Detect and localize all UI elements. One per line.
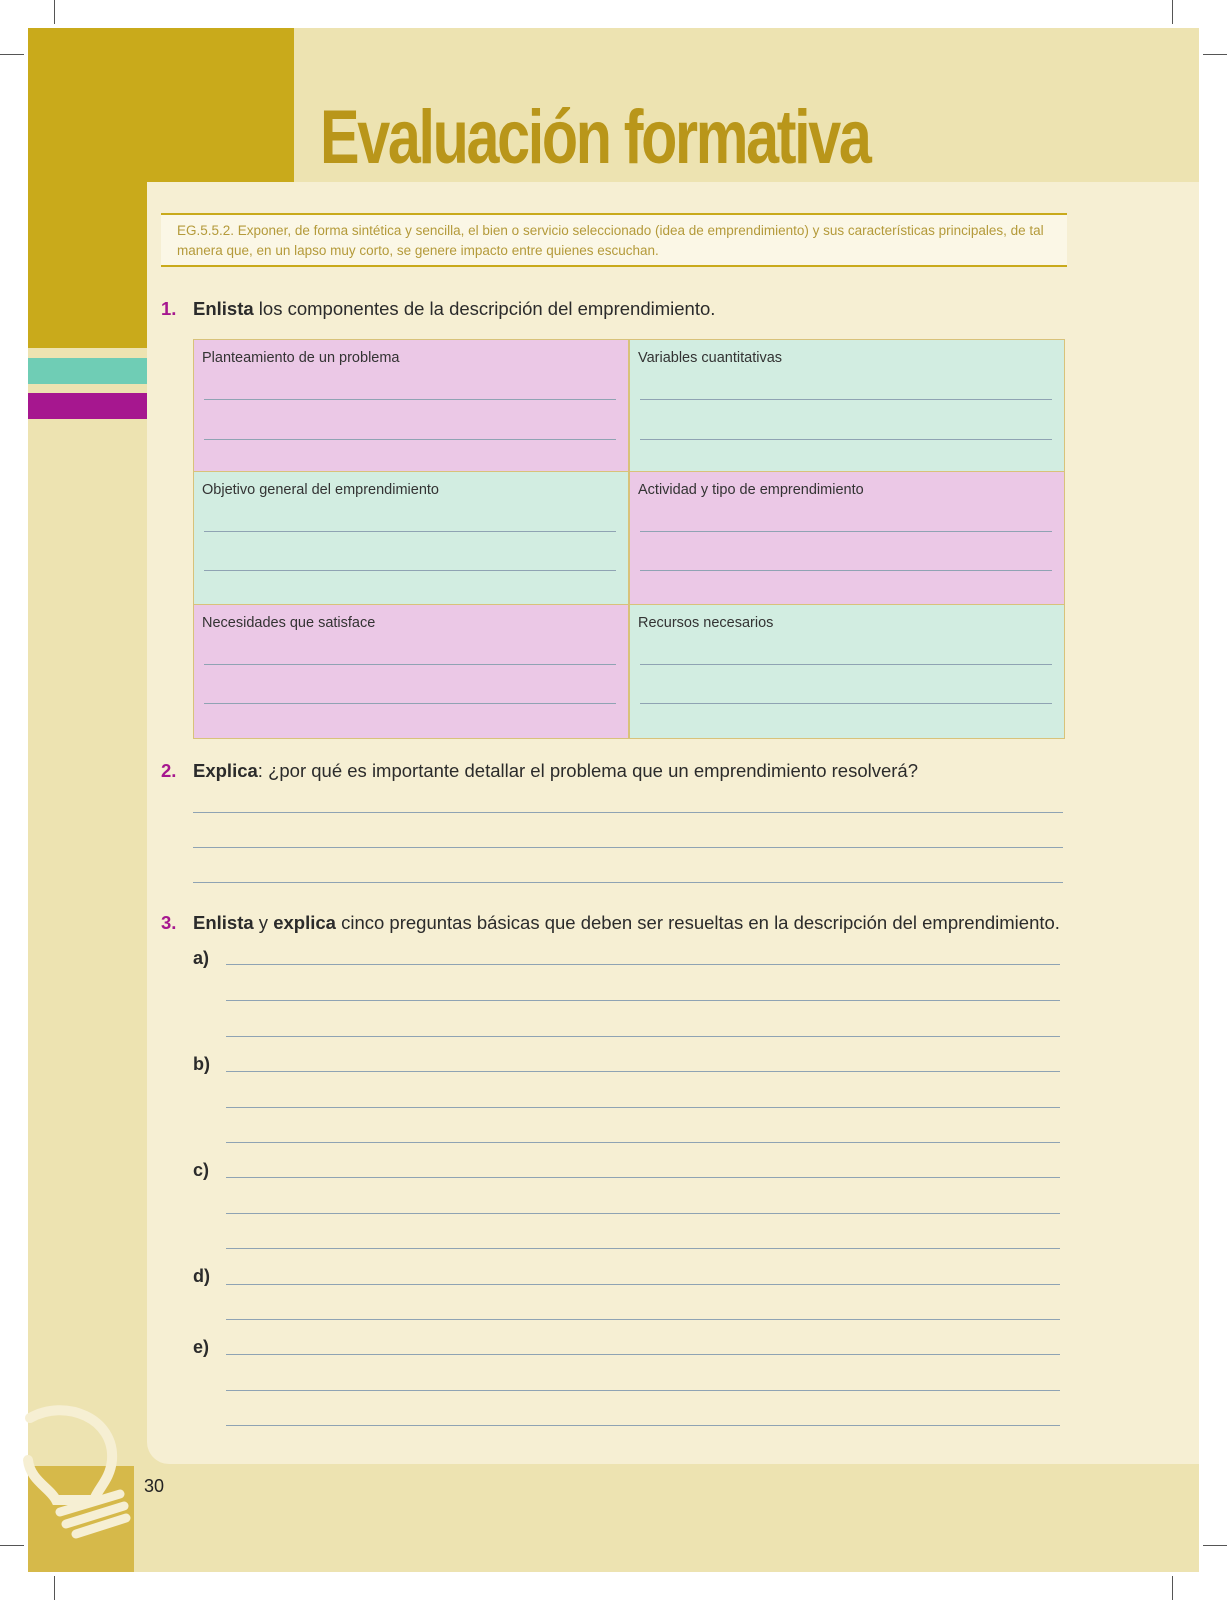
answer-line bbox=[204, 664, 616, 665]
question-body: los componentes de la descripción del emprendimiento. bbox=[253, 298, 716, 319]
answer-label-d: d) bbox=[193, 1266, 210, 1286]
cell-label: Recursos necesarios bbox=[638, 615, 774, 631]
answer-line[interactable] bbox=[226, 1107, 1060, 1108]
learning-objective: EG.5.5.2. Exponer, de forma sintética y sencilla, el bien o servicio seleccionado (idea de emprendimiento) y sus características principales, de tal manera que, en un lapso muy corto, se genere impacto entre quienes escuchan. bbox=[161, 213, 1067, 267]
answer-line[interactable] bbox=[226, 964, 1060, 965]
answer-line[interactable] bbox=[226, 1354, 1060, 1355]
cell-label: Actividad y tipo de emprendimiento bbox=[638, 482, 864, 498]
answer-line bbox=[204, 399, 616, 400]
answer-label-e: e) bbox=[193, 1337, 210, 1357]
answer-line[interactable] bbox=[226, 1319, 1060, 1320]
answer-line bbox=[204, 439, 616, 440]
answer-line[interactable] bbox=[226, 1284, 1060, 1285]
question-verb: explica bbox=[273, 912, 336, 933]
page-number: 30 bbox=[144, 1476, 165, 1496]
answer-line bbox=[204, 703, 616, 704]
question-2 bbox=[0, 760, 1227, 784]
grid-cell-problem[interactable] bbox=[193, 339, 629, 472]
answer-line[interactable] bbox=[193, 882, 1063, 883]
answer-line bbox=[640, 703, 1052, 704]
page-title: Evaluación formativa bbox=[320, 95, 870, 180]
cell-label: Variables cuantitativas bbox=[638, 350, 783, 366]
lightbulb-icon bbox=[20, 1400, 140, 1540]
answer-label-b: b) bbox=[193, 1054, 210, 1074]
answer-line bbox=[640, 439, 1052, 440]
answer-line bbox=[640, 570, 1052, 571]
question-text bbox=[193, 298, 715, 320]
answer-line[interactable] bbox=[226, 1213, 1060, 1214]
question-number: 3. bbox=[161, 912, 177, 933]
crop-mark bbox=[54, 0, 55, 24]
answer-line[interactable] bbox=[193, 812, 1063, 813]
answer-line[interactable] bbox=[226, 1142, 1060, 1143]
grid-cell-activity[interactable] bbox=[629, 471, 1065, 605]
answer-line bbox=[640, 664, 1052, 665]
answer-line bbox=[204, 570, 616, 571]
answer-line[interactable] bbox=[193, 847, 1063, 848]
answer-line[interactable] bbox=[226, 1248, 1060, 1249]
answer-line[interactable] bbox=[226, 1071, 1060, 1072]
question-3 bbox=[0, 912, 1227, 936]
answer-label-a: a) bbox=[193, 948, 210, 968]
grid-cell-variables[interactable] bbox=[629, 339, 1065, 472]
answer-line[interactable] bbox=[226, 1425, 1060, 1426]
question-body: : ¿por qué es importante detallar el problema que un emprendimiento resolverá? bbox=[257, 760, 918, 781]
crop-mark bbox=[54, 1576, 55, 1600]
question-number: 1. bbox=[161, 298, 177, 319]
question-verb: Enlista bbox=[193, 298, 254, 319]
answer-line bbox=[204, 531, 616, 532]
answer-line[interactable] bbox=[226, 1036, 1060, 1037]
grid-cell-objective[interactable] bbox=[193, 471, 629, 605]
crop-mark bbox=[1172, 1576, 1173, 1600]
answer-line bbox=[640, 531, 1052, 532]
question-number: 2. bbox=[161, 760, 177, 781]
teal-accent-bar bbox=[28, 358, 147, 384]
crop-mark bbox=[1203, 1545, 1227, 1546]
grid-cell-resources[interactable] bbox=[629, 604, 1065, 739]
answer-line bbox=[640, 399, 1052, 400]
crop-mark bbox=[0, 54, 24, 55]
answer-label-c: c) bbox=[193, 1160, 210, 1180]
cell-label: Objetivo general del emprendimiento bbox=[202, 482, 439, 498]
magenta-accent-bar bbox=[28, 393, 147, 419]
question-verb: Enlista bbox=[193, 912, 254, 933]
question-connector: y bbox=[253, 912, 274, 933]
answer-line[interactable] bbox=[226, 1000, 1060, 1001]
question-text bbox=[193, 760, 918, 782]
cell-label: Planteamiento de un problema bbox=[202, 350, 400, 366]
crop-mark bbox=[1172, 0, 1173, 24]
crop-mark bbox=[0, 1545, 24, 1546]
answer-line[interactable] bbox=[226, 1390, 1060, 1391]
answer-line[interactable] bbox=[226, 1177, 1060, 1178]
crop-mark bbox=[1203, 54, 1227, 55]
grid-cell-needs[interactable] bbox=[193, 604, 629, 739]
question-body: cinco preguntas básicas que deben ser resueltas en la descripción del emprendimiento. bbox=[335, 912, 1060, 933]
question-1 bbox=[0, 298, 1227, 322]
question-verb: Explica bbox=[193, 760, 258, 781]
cell-label: Necesidades que satisface bbox=[202, 615, 376, 631]
question-text bbox=[193, 912, 1060, 934]
